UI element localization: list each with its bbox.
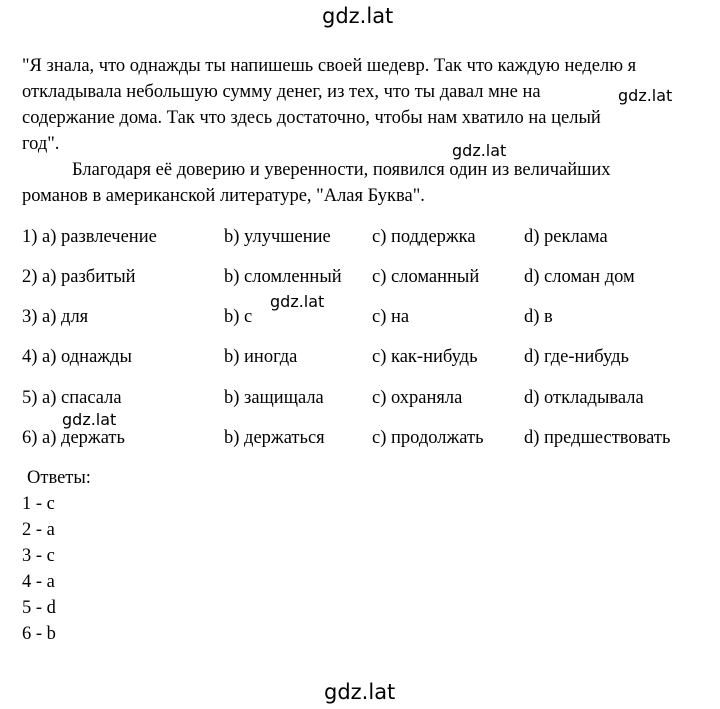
passage-line: Благодаря её доверию и уверенности, появился один из величайших — [72, 160, 611, 180]
answer-item: 3 - c — [22, 546, 55, 566]
option-b: b) иногда — [224, 347, 298, 367]
answer-item: 5 - d — [22, 598, 56, 618]
watermark-question-3: gdz.lat — [270, 292, 325, 311]
option-d: d) реклама — [524, 227, 608, 247]
option-a: 6) a) держать — [22, 428, 125, 448]
option-c: c) сломанный — [372, 267, 480, 287]
passage-line: "Я знала, что однажды ты напишешь своей шедевр. Так что каждую неделю я — [22, 56, 637, 76]
answer-item: 1 - c — [22, 494, 55, 514]
watermark-top: gdz.lat — [322, 4, 394, 28]
option-a: 1) a) развлечение — [22, 227, 157, 247]
option-b: b) с — [224, 307, 253, 327]
option-d: d) в — [524, 307, 553, 327]
passage-line: романов в американской литературе, "Алая Буква". — [22, 186, 425, 206]
option-a: 2) a) разбитый — [22, 267, 136, 287]
option-a: 3) a) для — [22, 307, 89, 327]
answer-item: 6 - b — [22, 624, 56, 644]
watermark-passage-right: gdz.lat — [618, 86, 673, 105]
watermark-passage-middle: gdz.lat — [452, 141, 507, 160]
watermark-bottom: gdz.lat — [324, 680, 396, 704]
option-d: d) предшествовать — [524, 428, 671, 448]
option-b: b) защищала — [224, 388, 324, 408]
option-c: c) продолжать — [372, 428, 484, 448]
option-d: d) где-нибудь — [524, 347, 629, 367]
option-b: b) улучшение — [224, 227, 331, 247]
answer-item: 2 - a — [22, 520, 55, 540]
answer-item: 4 - a — [22, 572, 55, 592]
watermark-question-6: gdz.lat — [62, 410, 117, 429]
passage-line: год". — [22, 134, 60, 154]
option-c: c) охраняла — [372, 388, 463, 408]
option-d: d) откладывала — [524, 388, 644, 408]
option-a: 4) a) однажды — [22, 347, 132, 367]
option-b: b) сломленный — [224, 267, 342, 287]
passage-line: содержание дома. Так что здесь достаточно, чтобы нам хватило на целый — [22, 108, 601, 128]
option-c: c) поддержка — [372, 227, 476, 247]
option-b: b) держаться — [224, 428, 325, 448]
answers-title: Ответы: — [27, 468, 91, 488]
option-c: c) как-нибудь — [372, 347, 478, 367]
option-d: d) сломан дом — [524, 267, 635, 287]
passage-line: откладывала небольшую сумму денег, из тех, что ты давал мне на — [22, 82, 541, 102]
option-a: 5) a) спасала — [22, 388, 122, 408]
option-c: c) на — [372, 307, 410, 327]
